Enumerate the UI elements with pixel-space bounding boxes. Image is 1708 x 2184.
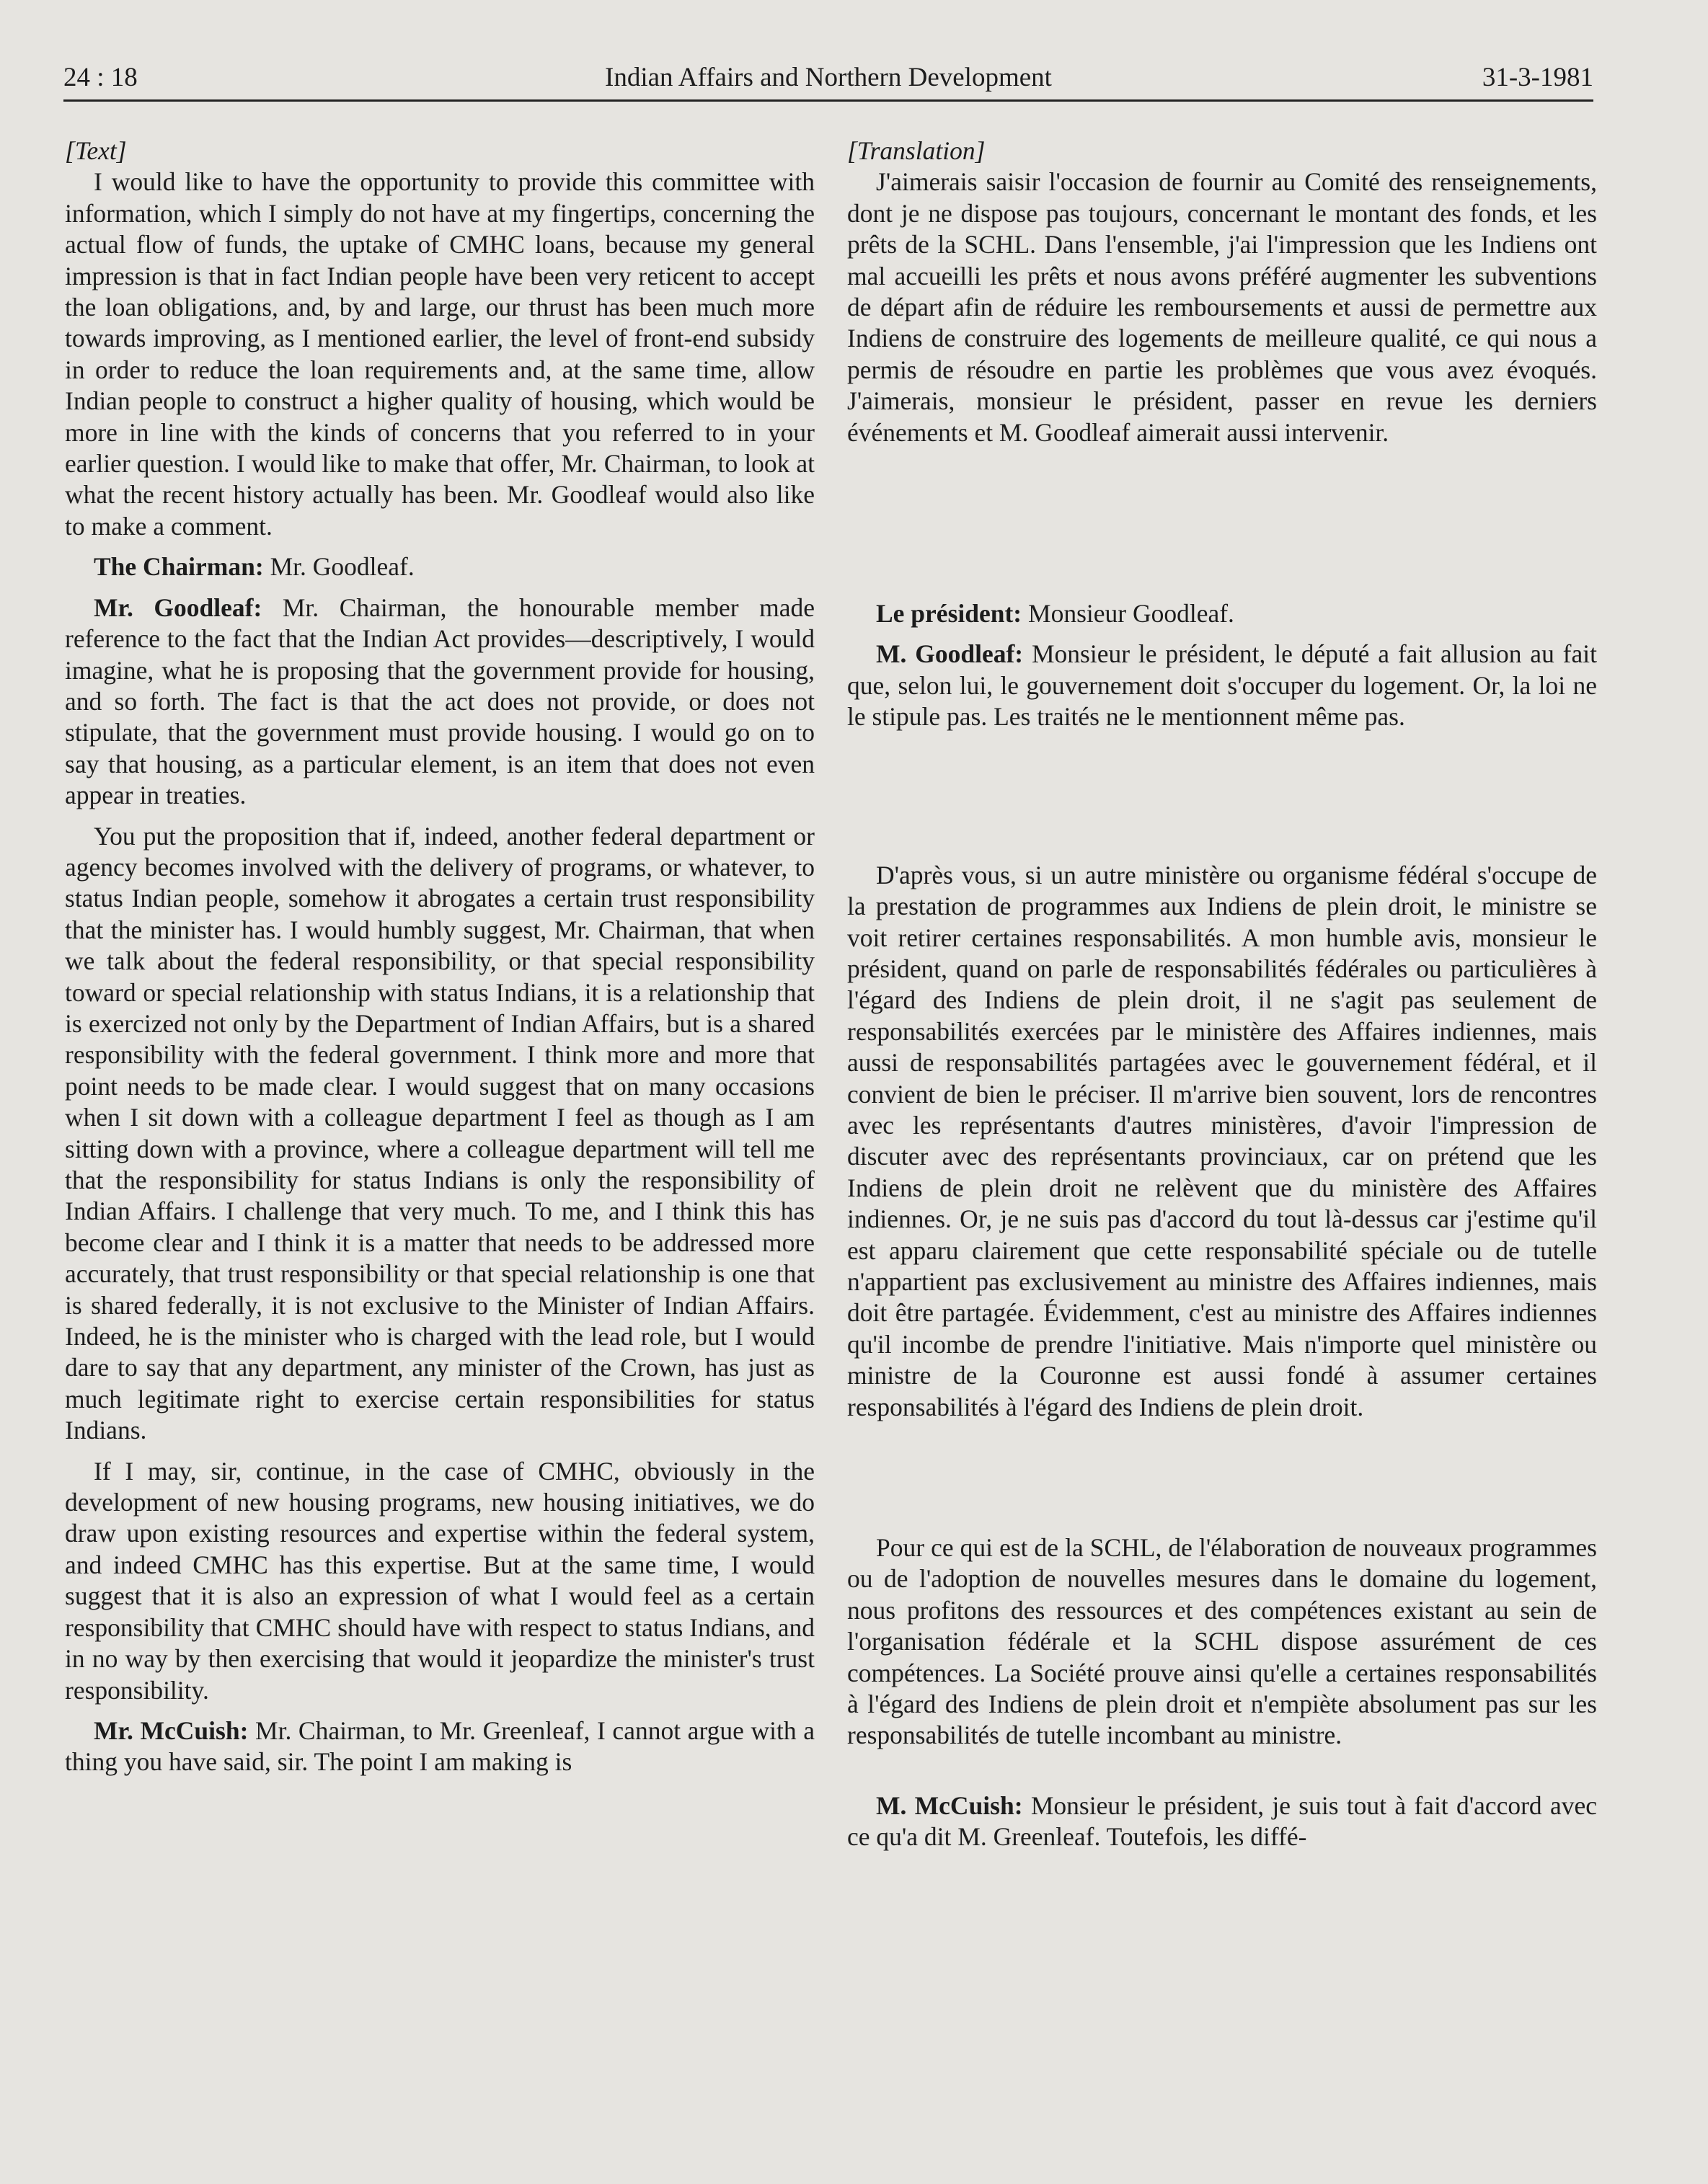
speech-text: Mr. Chairman, to Mr. Greenleaf, I cannot argue with a thing you have said, sir. The point I am making is: [65, 1715, 815, 1777]
speaker-paragraph: [65, 551, 815, 582]
section-label-translation: [Translation]: [847, 136, 986, 165]
speaker-name: M. McCuish:: [876, 1790, 1023, 1820]
speech-text: Monsieur Goodleaf.: [1022, 599, 1234, 629]
speaker-paragraph: [65, 1715, 815, 1778]
speaker-name: M. Goodleaf:: [876, 639, 1024, 669]
speaker-paragraph: [847, 598, 1597, 629]
paragraph: J'aimerais saisir l'occasion de fournir au Comité des renseignements, dont je ne dispose pas toujours, concernant le montant des fonds, et les prêts de la SCHL. Dans l'ensemble, j'ai l'impression que les Indiens ont mal accueilli les prêts et nous avons préféré augmenter les subventions de départ afin de réduire les remboursements et aussi de permettre aux Indiens de construire des logements de meilleure qualité, ce qui nous a permis de résoudre en partie les problèmes que vous avez évoqués. J'aimerais, monsieur le président, passer en revue les derniers événements et M. Goodleaf aimerait aussi intervenir.: [847, 167, 1597, 447]
paragraph: Pour ce qui est de la SCHL, de l'élaboration de nouveaux programmes ou de l'adoption de nouvelles mesures dans le domaine du logement, nous profitons des ressources et des compétences existant au sein de l'organisation fédérale et la SCHL dispose assurément de ces compétences. La Société prouve ainsi qu'elle a certaines responsabilités à l'égard des Indiens de plein droit et n'empiète absolument pas sur les responsabilités de tutelle incombant au ministre.: [847, 1533, 1597, 1750]
page-reference: 24 : 18: [63, 63, 138, 92]
page-header: [63, 62, 1593, 102]
english-column: [65, 136, 815, 1788]
speech-text: Monsieur le président, je suis tout à fait d'accord avec ce qu'a dit M. Greenleaf. Toutefois, les diffé-: [847, 1790, 1597, 1852]
speaker-paragraph: [847, 1790, 1597, 1853]
paragraph: If I may, sir, continue, in the case of CMHC, obviously in the development of new housing programs, new housing initiatives, we do draw upon existing resources and expertise within the federal system, and indeed CMHC has this expertise. But at the same time, I would suggest that it is also an expression of what I would feel as a certain responsibility that CMHC should have with respect to status Indians, and in no way by then exercising that would it jeopardize the minister's trust responsibility.: [65, 1456, 815, 1705]
french-column: [847, 136, 1597, 1863]
paragraph: D'après vous, si un autre ministère ou organisme fédéral s'occupe de la prestation de programmes aux Indiens de plein droit, le ministre se voit retirer certaines responsabilités. A mon humble avis, monsieur le président, quand on parle de responsabilités fédérales ou particulières à l'égard des Indiens de plein droit, il ne s'agit pas seulement de responsabilités exercées par le ministère des Affaires indiennes, mais aussi de responsabilités partagées avec le gouvernement fédéral, et il convient de bien le préciser. Il m'arrive bien souvent, lors de rencontres avec les représentants d'autres ministères, d'avoir l'impression de discuter avec des représentants provinciaux, car on prétend que les Indiens de plein droit ne relèvent que du ministère des Affaires indiennes. Or, je ne suis pas d'accord du tout là-dessus car j'estime qu'il est apparu clairement que cette responsabilité spéciale ou de tutelle n'appartient pas exclusivement au ministre des Affaires indiennes, mais doit être partagée. Évidemment, c'est au ministre des Affaires indiennes qu'il incombe de prendre l'initiative. Mais n'importe quel ministère ou ministre de la Couronne est aussi fondé à assumer certaines responsabilités à l'égard des Indiens de plein droit.: [847, 860, 1597, 1421]
speaker-name: Le président:: [876, 599, 1022, 629]
speech-text: Mr. Goodleaf.: [263, 552, 415, 582]
speech-text: Mr. Chairman, the honourable member made reference to the fact that the Indian Act provides—descriptively, I would imagine, what he is proposing that the government provide for housing, and so forth. The fact is that the act does not provide, or does not stipulate, that the government must provide housing. I would go on to say that housing, as a particular element, is an item that does not even appear in treaties.: [65, 592, 815, 810]
speaker-paragraph: [847, 639, 1597, 732]
page-date: 31-3-1981: [1482, 63, 1593, 92]
speech-text: Monsieur le président, le député a fait allusion au fait que, selon lui, le gouvernement doit s'occuper du logement. Or, la loi ne le stipule pas. Les traités ne le mentionnent même pas.: [847, 639, 1597, 732]
speaker-name: Mr. McCuish:: [94, 1715, 249, 1745]
paragraph: I would like to have the opportunity to provide this committee with information, which I simply do not have at my fingertips, concerning the actual flow of funds, the uptake of CMHC loans, because my general impression is that in fact Indian people have been very reticent to accept the loan obligations, and, by and large, our thrust has been much more towards improving, as I mentioned earlier, the level of front-end subsidy in order to reduce the loan requirements and, at the same time, allow Indian people to construct a higher quality of housing, which would be more in line with the kinds of concerns that you referred to in your earlier question. I would like to make that offer, Mr. Chairman, to look at what the recent history actually has been. Mr. Goodleaf would also like to make a comment.: [65, 167, 815, 541]
speaker-paragraph: [65, 592, 815, 812]
page-title: Indian Affairs and Northern Development: [605, 63, 1052, 92]
speaker-name: Mr. Goodleaf:: [94, 592, 262, 622]
section-label-text: [Text]: [65, 136, 127, 165]
speaker-name: The Chairman:: [94, 552, 264, 582]
paragraph: You put the proposition that if, indeed, another federal department or agency becomes involved with the delivery of programs, or whatever, to status Indian people, somehow it abrogates a certain trust responsibility that the minister has. I would humbly suggest, Mr. Chairman, that when we talk about the federal responsibility, or that special responsibility toward or special relationship with status Indians, it is a relationship that is exercized not only by the Department of Indian Affairs, but is a shared responsibility with the federal government. I think more and more that point needs to be made clear. I would suggest that on many occasions when I sit down with a colleague department I feel as though as I am sitting down with a province, where a colleague department will tell me that the responsibility for status Indians is only the responsibility of Indian Affairs. I challenge that very much. To me, and I think this has become clear and I think it is a matter that needs to be addressed more accurately, that trust responsibility or that special relationship is one that is shared federally, it is not exclusive to the Minister of Indian Affairs. Indeed, he is the minister who is charged with the lead role, but I would dare to say that any department, any minister of the Crown, has just as much legitimate right to exercise certain responsibilities for status Indians.: [65, 821, 815, 1445]
